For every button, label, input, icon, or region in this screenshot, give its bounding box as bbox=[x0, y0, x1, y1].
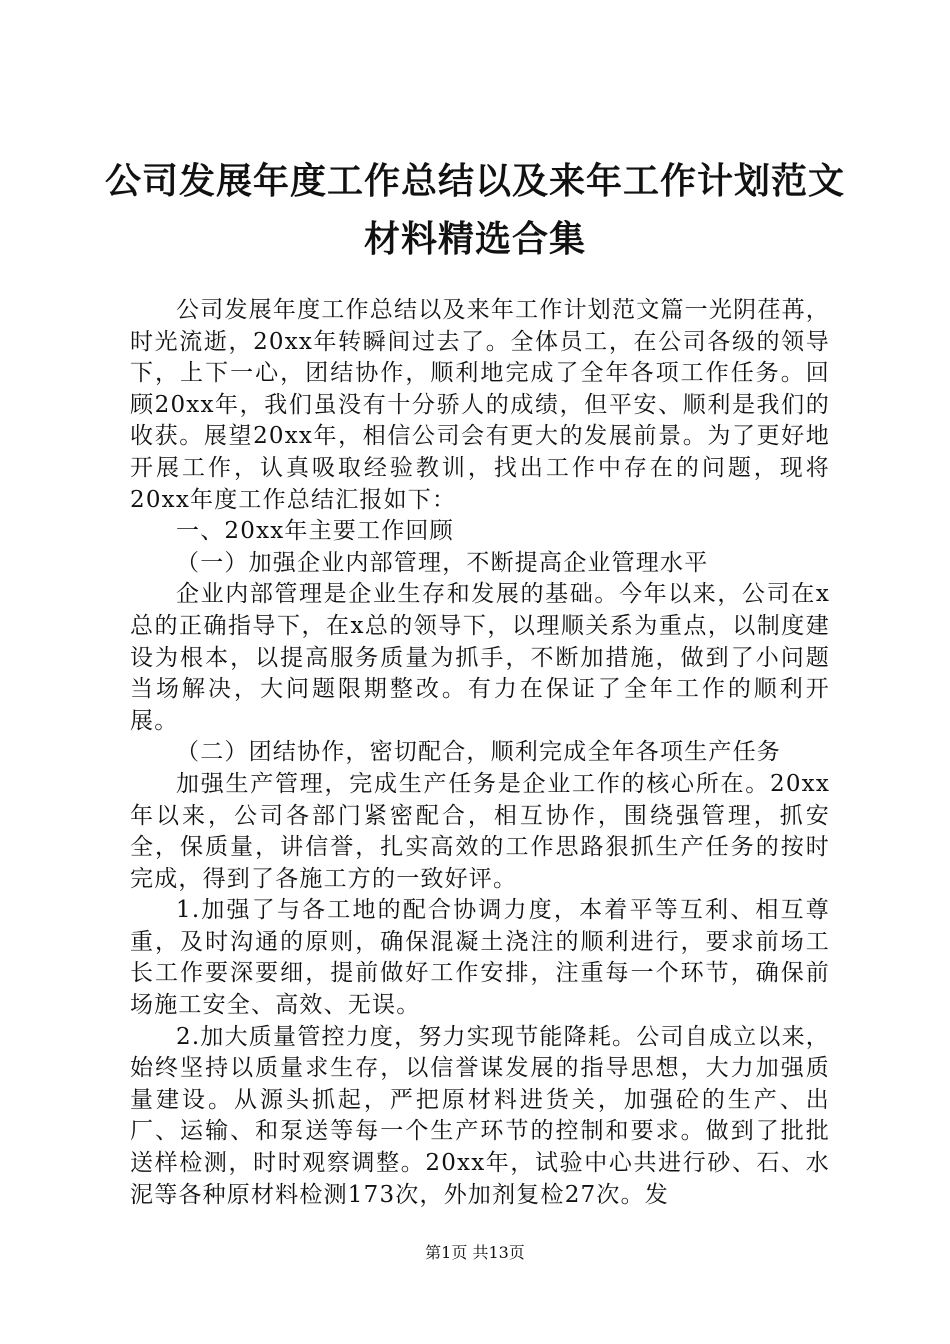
intro-paragraph: 公司发展年度工作总结以及来年工作计划范文篇一光阴荏苒，时光流逝，20xx年转瞬间过去了。全体员工，在公司各级的领导下，上下一心，团结协作，顺利地完成了全年各项工作任务。回顾20xx年，我们虽没有十分骄人的成绩，但平安、顺利是我们的收获。展望20xx年，相信公司会有更大的发展前景。为了更好地开展工作，认真吸取经验教训，找出工作中存在的问题，现将20xx年度工作总结汇报如下： bbox=[130, 297, 830, 513]
body-paragraph: 企业内部管理是企业生存和发展的基础。今年以来，公司在x总的正确指导下，在x总的领导下，以理顺关系为重点，以制度建设为根本，以提高服务质量为抓手，不断加措施，做到了小问题当场解决，大问题限期整改。有力在保证了全年工作的顺利开展。 bbox=[130, 581, 830, 734]
list-item-paragraph: 1.加强了与各工地的配合协调力度，本着平等互利、相互尊重，及时沟通的原则，确保混凝土浇注的顺利进行，要求前场工长工作要深要细，提前做好工作安排，注重每一个环节，确保前场施工安全、高效、无误。 bbox=[130, 897, 830, 1019]
subsection-heading: （二）团结协作，密切配合，顺利完成全年各项生产任务 bbox=[176, 739, 781, 766]
page-number-footer: 第1页 共13页 bbox=[425, 1243, 525, 1262]
document-title-line-2: 材料精选合集 bbox=[363, 219, 586, 260]
body-paragraph: 加强生产管理，完成生产任务是企业工作的核心所在。20xx年以来，公司各部门紧密配合，相互协作，围绕强管理，抓安全，保质量，讲信誉，扎实高效的工作思路狠抓生产任务的按时完成，得到了各施工方的一致好评。 bbox=[130, 770, 830, 892]
list-item-paragraph: 2.加大质量管控力度，努力实现节能降耗。公司自成立以来，始终坚持以质量求生存，以信誉谋发展的指导思想，大力加强质量建设。从源头抓起，严把原材料进货关，加强砼的生产、出厂、运输、和泵送等每一个生产环节的控制和要求。做到了批批送样检测，时时观察调整。20xx年，试验中心共进行砂、石、水泥等各种原材料检测173次，外加剂复检27次。发 bbox=[130, 1023, 830, 1208]
document-body bbox=[130, 295, 830, 1211]
subsection-heading: （一）加强企业内部管理，不断提高企业管理水平 bbox=[176, 549, 709, 576]
section-heading: 一、20xx年主要工作回顾 bbox=[176, 518, 454, 545]
document-title-line-1: 公司发展年度工作总结以及来年工作计划范文 bbox=[104, 161, 845, 202]
